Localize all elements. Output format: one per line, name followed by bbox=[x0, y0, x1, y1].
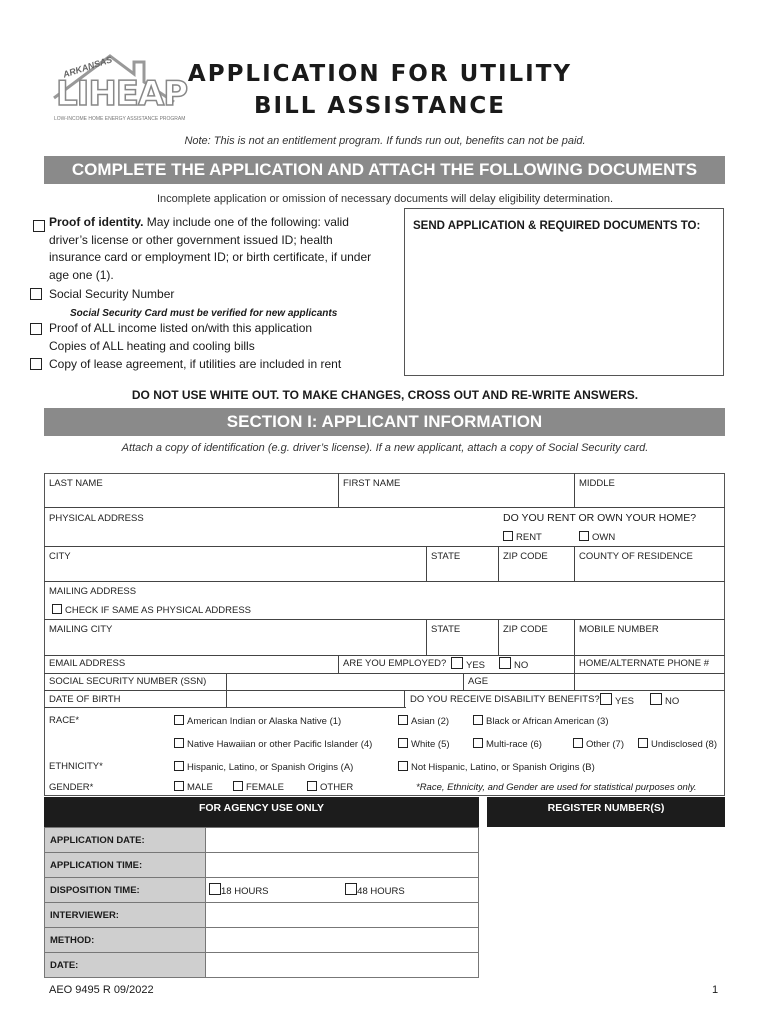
hours18-option[interactable] bbox=[209, 886, 269, 897]
not-hispanic-option[interactable] bbox=[398, 761, 595, 773]
rent-label: RENT bbox=[516, 532, 542, 543]
hispanic-option[interactable] bbox=[174, 761, 353, 773]
race-hawaiian-label: Native Hawaiian or other Pacific Islander (4) bbox=[187, 739, 373, 750]
disability-yes-checkbox[interactable] bbox=[600, 693, 612, 705]
bills-label: Copies of ALL heating and cooling bills bbox=[49, 339, 255, 353]
race-label: RACE* bbox=[49, 715, 80, 726]
form-number: AEO 9495 R 09/2022 bbox=[49, 984, 154, 996]
liheap-logo bbox=[50, 52, 188, 126]
race-asian-label: Asian (2) bbox=[411, 716, 450, 727]
not-hispanic-label: Not Hispanic, Latino, or Spanish Origins (B) bbox=[411, 762, 595, 773]
employed-yes-option[interactable] bbox=[451, 657, 485, 671]
race-black-checkbox[interactable] bbox=[473, 715, 483, 725]
identity-line3: insurance card or employment ID; or birth certificate, if under bbox=[49, 250, 372, 264]
city-field[interactable]: CITY bbox=[49, 551, 71, 562]
same-address-option[interactable] bbox=[52, 604, 251, 616]
race-white-option[interactable] bbox=[398, 738, 450, 750]
race-hawaiian-option[interactable] bbox=[174, 738, 372, 750]
mailing-city-field[interactable]: MAILING CITY bbox=[49, 624, 113, 635]
application-date-label: APPLICATION DATE: bbox=[45, 828, 206, 853]
mobile-field[interactable]: MOBILE NUMBER bbox=[579, 624, 659, 635]
application-time-label: APPLICATION TIME: bbox=[45, 853, 206, 878]
race-asian-checkbox[interactable] bbox=[398, 715, 408, 725]
race-american-indian-label: American Indian or Alaska Native (1) bbox=[187, 716, 342, 727]
income-label: Proof of ALL income listed on/with this application bbox=[49, 321, 313, 335]
gender-other-option[interactable] bbox=[307, 781, 353, 793]
interviewer-label: INTERVIEWER: bbox=[45, 903, 206, 928]
gender-other-checkbox[interactable] bbox=[307, 781, 317, 791]
zip-field[interactable]: ZIP CODE bbox=[503, 551, 548, 562]
gender-female-option[interactable] bbox=[233, 781, 284, 793]
race-multi-checkbox[interactable] bbox=[473, 738, 483, 748]
race-other-option[interactable] bbox=[573, 738, 624, 750]
send-to-box[interactable] bbox=[404, 208, 724, 376]
hours48-checkbox[interactable] bbox=[345, 883, 357, 895]
first-name-field[interactable]: FIRST NAME bbox=[343, 478, 401, 489]
documents-subtext: Incomplete application or omission of necessary documents will delay eligibility determination. bbox=[156, 193, 614, 205]
gender-male-checkbox[interactable] bbox=[174, 781, 184, 791]
ethnicity-label: ETHNICITY* bbox=[49, 761, 103, 772]
page-title-line1: APPLICATION FOR UTILITY bbox=[187, 61, 573, 87]
method-label: METHOD: bbox=[45, 928, 206, 953]
employed-no-option[interactable] bbox=[499, 657, 528, 671]
own-checkbox[interactable] bbox=[579, 531, 589, 541]
disability-yes-option[interactable] bbox=[600, 693, 634, 707]
identity-line4: age one (1). bbox=[49, 267, 114, 282]
state-field[interactable]: STATE bbox=[431, 551, 461, 562]
county-field[interactable]: COUNTY OF RESIDENCE bbox=[579, 551, 693, 562]
register-heading: REGISTER NUMBER(S) bbox=[487, 797, 725, 827]
documents-heading: COMPLETE THE APPLICATION AND ATTACH THE FOLLOWING DOCUMENTS bbox=[44, 156, 725, 184]
mailing-zip-field[interactable]: ZIP CODE bbox=[503, 624, 548, 635]
identity-text: May include one of the following: valid bbox=[143, 215, 349, 229]
rent-checkbox[interactable] bbox=[503, 531, 513, 541]
race-hawaiian-checkbox[interactable] bbox=[174, 738, 184, 748]
gender-label: GENDER* bbox=[49, 782, 94, 793]
race-undisclosed-option[interactable] bbox=[638, 738, 717, 750]
lease-checkbox[interactable] bbox=[30, 358, 42, 370]
gender-female-checkbox[interactable] bbox=[233, 781, 243, 791]
hours18-checkbox[interactable] bbox=[209, 883, 221, 895]
disability-no-label: NO bbox=[665, 696, 680, 707]
agency-heading: FOR AGENCY USE ONLY bbox=[44, 797, 479, 827]
rent-own-question: DO YOU RENT OR OWN YOUR HOME? bbox=[503, 512, 697, 524]
race-undisclosed-label: Undisclosed (8) bbox=[651, 739, 717, 750]
agency-table bbox=[44, 827, 479, 978]
gender-male-option[interactable] bbox=[174, 781, 213, 793]
date-field[interactable] bbox=[206, 953, 479, 978]
home-phone-field[interactable]: HOME/ALTERNATE PHONE # bbox=[579, 658, 710, 669]
ssn-card-note: Social Security Card must be verified for new applicants bbox=[70, 308, 338, 319]
age-field[interactable]: AGE bbox=[468, 676, 489, 687]
identity-label: Proof of identity. bbox=[49, 215, 144, 229]
race-asian-option[interactable] bbox=[398, 715, 449, 727]
employed-question: ARE YOU EMPLOYED? bbox=[343, 658, 447, 669]
page-title-line2: BILL ASSISTANCE bbox=[254, 93, 506, 119]
lease-label: Copy of lease agreement, if utilities are included in rent bbox=[49, 357, 342, 371]
logo-tagline: LOW-INCOME HOME ENERGY ASSISTANCE PROGRAM bbox=[54, 116, 186, 122]
gender-other-label: OTHER bbox=[320, 782, 354, 793]
mailing-address-field[interactable]: MAILING ADDRESS bbox=[49, 586, 137, 597]
hours18-label: 18 HOURS bbox=[221, 886, 269, 897]
identity-checkbox[interactable] bbox=[33, 220, 45, 232]
own-label: OWN bbox=[592, 532, 616, 543]
disposition-time-label: DISPOSITION TIME: bbox=[45, 878, 206, 903]
statistical-note: *Race, Ethnicity, and Gender are used for statistical purposes only. bbox=[416, 782, 697, 793]
identity-item bbox=[49, 214, 404, 284]
dob-field[interactable]: DATE OF BIRTH bbox=[49, 694, 121, 705]
employed-yes-label: YES bbox=[466, 660, 486, 671]
same-address-checkbox[interactable] bbox=[52, 604, 62, 614]
section1-heading: SECTION I: APPLICANT INFORMATION bbox=[44, 408, 725, 436]
race-other-label: Other (7) bbox=[586, 739, 625, 750]
page-number: 1 bbox=[712, 984, 719, 996]
race-black-label: Black or African American (3) bbox=[486, 716, 609, 727]
race-undisclosed-checkbox[interactable] bbox=[638, 738, 648, 748]
ssn-doc-checkbox[interactable] bbox=[30, 288, 42, 300]
rent-option[interactable] bbox=[503, 531, 542, 543]
email-field[interactable]: EMAIL ADDRESS bbox=[49, 658, 126, 669]
logo-state-text: ARKANSAS bbox=[61, 54, 114, 80]
gender-male-label: MALE bbox=[187, 782, 213, 793]
hours48-label: 48 HOURS bbox=[357, 886, 405, 897]
gender-female-label: FEMALE bbox=[246, 782, 285, 793]
hispanic-checkbox[interactable] bbox=[174, 761, 184, 771]
interviewer-field[interactable] bbox=[206, 903, 479, 928]
employed-yes-checkbox[interactable] bbox=[451, 657, 463, 669]
application-time-field[interactable] bbox=[206, 853, 479, 878]
race-american-indian-option[interactable] bbox=[174, 715, 341, 727]
entitlement-note: Note: This is not an entitlement program. If funds run out, benefits can not be paid. bbox=[184, 135, 586, 147]
disability-yes-label: YES bbox=[615, 696, 635, 707]
ssn-doc-label: Social Security Number bbox=[49, 287, 175, 301]
section1-subtext: Attach a copy of identification (e.g. driver’s license). If a new applicant, attach a copy of Social Security card. bbox=[121, 442, 649, 454]
own-option[interactable] bbox=[579, 531, 615, 543]
income-checkbox[interactable] bbox=[30, 323, 42, 335]
race-american-indian-checkbox[interactable] bbox=[174, 715, 184, 725]
disability-question: DO YOU RECEIVE DISABILITY BENEFITS? bbox=[410, 694, 600, 705]
application-date-field[interactable] bbox=[206, 828, 479, 853]
disability-no-option[interactable] bbox=[650, 693, 679, 707]
same-address-label: CHECK IF SAME AS PHYSICAL ADDRESS bbox=[65, 605, 252, 616]
ssn-field[interactable]: SOCIAL SECURITY NUMBER (SSN) bbox=[49, 676, 207, 687]
last-name-field[interactable]: LAST NAME bbox=[49, 478, 103, 489]
employed-no-label: NO bbox=[514, 660, 529, 671]
race-multi-label: Multi-race (6) bbox=[486, 739, 542, 750]
hours48-option[interactable] bbox=[345, 886, 405, 897]
date-label: DATE: bbox=[45, 953, 206, 978]
race-other-checkbox[interactable] bbox=[573, 738, 583, 748]
physical-address-field[interactable]: PHYSICAL ADDRESS bbox=[49, 513, 144, 524]
mailing-state-field[interactable]: STATE bbox=[431, 624, 461, 635]
race-black-option[interactable] bbox=[473, 715, 609, 727]
race-multi-option[interactable] bbox=[473, 738, 542, 750]
identity-line2: driver’s license or other government issued ID; health bbox=[49, 232, 333, 247]
race-white-checkbox[interactable] bbox=[398, 738, 408, 748]
hispanic-label: Hispanic, Latino, or Spanish Origins (A) bbox=[187, 762, 354, 773]
middle-name-field[interactable]: MIDDLE bbox=[579, 478, 615, 489]
method-field[interactable] bbox=[206, 928, 479, 953]
logo-program-text: LIHEAP bbox=[56, 74, 188, 114]
race-white-label: White (5) bbox=[411, 739, 450, 750]
send-to-label: SEND APPLICATION & REQUIRED DOCUMENTS TO: bbox=[413, 220, 701, 232]
not-hispanic-checkbox[interactable] bbox=[398, 761, 408, 771]
employed-no-checkbox[interactable] bbox=[499, 657, 511, 669]
disability-no-checkbox[interactable] bbox=[650, 693, 662, 705]
white-out-warning: DO NOT USE WHITE OUT. TO MAKE CHANGES, CROSS OUT AND RE-WRITE ANSWERS. bbox=[131, 388, 639, 402]
disposition-time-field[interactable] bbox=[206, 878, 479, 903]
